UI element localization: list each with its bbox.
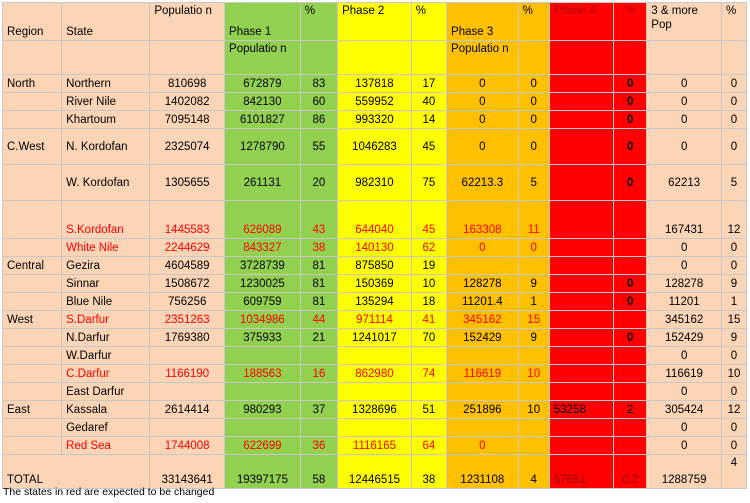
cell-p1p: 38 <box>300 239 337 257</box>
cell-region: East <box>3 401 62 419</box>
cell-state: W. Kordofan <box>62 165 150 201</box>
cell-p5: 0 <box>647 383 722 401</box>
cell-p4: 0 <box>549 75 613 93</box>
table-row <box>3 419 747 437</box>
table-row <box>3 383 747 401</box>
cell-p3: 152429 <box>447 329 519 347</box>
header-population: Populatio n <box>150 3 225 41</box>
cell-p5: 62213 <box>647 165 722 201</box>
cell-p5: 0 <box>647 347 722 365</box>
cell-p5: 128278 <box>647 275 722 293</box>
cell-p3: 128278 <box>447 275 519 293</box>
cell-p2: 150369 <box>338 275 412 293</box>
cell-p3p: 15 <box>518 311 549 329</box>
header-pct2: % <box>411 3 446 41</box>
cell-p1: 1230025 <box>225 275 301 293</box>
cell-p1p: 81 <box>300 275 337 293</box>
cell-p4: 0 <box>549 329 613 347</box>
cell-p1p: 36 <box>300 437 337 455</box>
total-row <box>3 455 747 489</box>
cell-pop <box>150 383 225 401</box>
cell-p4p <box>614 419 647 437</box>
table-row <box>3 129 747 165</box>
table-row <box>3 329 747 347</box>
cell-state: S.Kordofan <box>62 201 150 239</box>
cell-state: Blue Nile <box>62 293 150 311</box>
cell-p1 <box>225 347 301 365</box>
cell-p5p: 0 <box>722 75 747 93</box>
footnote: The states in red are expected to be changed <box>3 486 215 498</box>
cell-p1: 980293 <box>225 401 301 419</box>
cell-p2p <box>411 383 446 401</box>
header-pct1: % <box>300 3 337 41</box>
cell-p3p: 1 <box>518 293 549 311</box>
cell-state: N. Kordofan <box>62 129 150 165</box>
cell-p2: 644040 <box>338 201 412 239</box>
cell-p4: 0 <box>549 293 613 311</box>
cell-p5p: 0 <box>722 129 747 165</box>
cell-state: N.Darfur <box>62 329 150 347</box>
cell-p4: 0 <box>549 111 613 129</box>
cell-p1: 609759 <box>225 293 301 311</box>
total-p3: 1231108 <box>447 455 519 489</box>
header-phase3: Phase 3 <box>447 3 519 41</box>
cell-p3p: 5 <box>518 165 549 201</box>
cell-p5p: 0 <box>722 93 747 111</box>
cell-p4p: 2 <box>614 401 647 419</box>
cell-p2 <box>338 347 412 365</box>
cell-p4p: 0 <box>614 75 647 93</box>
cell-p5: 0 <box>647 129 722 165</box>
cell-pop: 2351263 <box>150 311 225 329</box>
cell-p1: 843327 <box>225 239 301 257</box>
cell-p2p: 51 <box>411 401 446 419</box>
cell-p3p: 10 <box>518 365 549 383</box>
cell-p4p <box>614 257 647 275</box>
cell-region <box>3 419 62 437</box>
cell-p1p: 83 <box>300 75 337 93</box>
cell-p1p <box>300 347 337 365</box>
cell-p1: 672879 <box>225 75 301 93</box>
cell-state: White Nile <box>62 239 150 257</box>
cell-p1: 626089 <box>225 201 301 239</box>
table-row <box>3 275 747 293</box>
cell-p1: 3728739 <box>225 257 301 275</box>
table-row <box>3 365 747 383</box>
cell-p2p: 40 <box>411 93 446 111</box>
cell-p3p: 0 <box>518 93 549 111</box>
cell-region <box>3 329 62 347</box>
cell-p3p <box>518 437 549 455</box>
header-state: State <box>62 3 150 41</box>
cell-p4p <box>614 383 647 401</box>
header-region: Region <box>3 3 62 41</box>
cell-p2p: 17 <box>411 75 446 93</box>
header-pct5: % <box>722 3 747 41</box>
cell-p4p <box>614 347 647 365</box>
cell-region: West <box>3 311 62 329</box>
food-security-phase-table <box>2 2 747 489</box>
table-row <box>3 311 747 329</box>
cell-pop <box>150 347 225 365</box>
cell-region <box>3 165 62 201</box>
cell-p5: 0 <box>647 93 722 111</box>
total-p2: 12446515 <box>338 455 412 489</box>
cell-p3: 163308 <box>447 201 519 239</box>
cell-p1p: 60 <box>300 93 337 111</box>
cell-p1: 622699 <box>225 437 301 455</box>
cell-state: Kassala <box>62 401 150 419</box>
cell-p1: 6101827 <box>225 111 301 129</box>
cell-p2: 1241017 <box>338 329 412 347</box>
cell-p3: 11201.4 <box>447 293 519 311</box>
cell-region <box>3 293 62 311</box>
cell-p4p: 0 <box>614 275 647 293</box>
subheader-row <box>3 41 747 75</box>
cell-p3 <box>447 257 519 275</box>
cell-p5p: 0 <box>722 383 747 401</box>
cell-pop: 1769380 <box>150 329 225 347</box>
cell-p4p <box>614 437 647 455</box>
cell-p4 <box>549 383 613 401</box>
cell-p3p: 0 <box>518 129 549 165</box>
cell-p5p: 0 <box>722 437 747 455</box>
cell-p1: 375933 <box>225 329 301 347</box>
header-pct4: % <box>614 3 647 41</box>
cell-p4: 0 <box>549 165 613 201</box>
cell-pop: 1508672 <box>150 275 225 293</box>
cell-p5p: 9 <box>722 275 747 293</box>
total-pop: 33143641 <box>150 455 225 489</box>
cell-p4 <box>549 201 613 239</box>
cell-state: C.Darfur <box>62 365 150 383</box>
cell-state: East Darfur <box>62 383 150 401</box>
cell-p5p: 12 <box>722 201 747 239</box>
header-phase2: Phase 2 <box>338 3 412 41</box>
cell-p4p: 0 <box>614 329 647 347</box>
total-label: TOTAL <box>3 455 150 489</box>
total-p4: 57651 <box>549 455 613 489</box>
cell-p2p: 19 <box>411 257 446 275</box>
cell-p3: 251896 <box>447 401 519 419</box>
cell-p2p: 45 <box>411 129 446 165</box>
cell-pop: 1166190 <box>150 365 225 383</box>
cell-region <box>3 365 62 383</box>
cell-region <box>3 201 62 239</box>
cell-p1p: 43 <box>300 201 337 239</box>
table-row <box>3 111 747 129</box>
cell-p2p: 10 <box>411 275 446 293</box>
cell-p5: 0 <box>647 419 722 437</box>
cell-p5p: 15 <box>722 311 747 329</box>
cell-p5p: 1 <box>722 293 747 311</box>
header-pct3: % <box>518 3 549 41</box>
cell-p5p: 0 <box>722 111 747 129</box>
cell-region <box>3 383 62 401</box>
cell-p4 <box>549 347 613 365</box>
cell-p2: 559952 <box>338 93 412 111</box>
cell-p2p: 14 <box>411 111 446 129</box>
cell-p3 <box>447 419 519 437</box>
table-row <box>3 257 747 275</box>
cell-region: North <box>3 75 62 93</box>
cell-p1p: 81 <box>300 293 337 311</box>
cell-p2: 971114 <box>338 311 412 329</box>
cell-p1: 1278790 <box>225 129 301 165</box>
cell-p4p: 0 <box>614 111 647 129</box>
cell-p4p: 0 <box>614 293 647 311</box>
table-row <box>3 93 747 111</box>
cell-p2: 135294 <box>338 293 412 311</box>
cell-p5: 345162 <box>647 311 722 329</box>
cell-p1p: 20 <box>300 165 337 201</box>
table-row <box>3 347 747 365</box>
cell-p4p <box>614 201 647 239</box>
cell-p3: 0 <box>447 437 519 455</box>
cell-p3p <box>518 347 549 365</box>
cell-p3: 116619 <box>447 365 519 383</box>
cell-p1p: 55 <box>300 129 337 165</box>
cell-p3p: 0 <box>518 239 549 257</box>
cell-p4p: 0 <box>614 165 647 201</box>
cell-p2: 875850 <box>338 257 412 275</box>
cell-p5: 0 <box>647 75 722 93</box>
table-row <box>3 75 747 93</box>
cell-p2p: 45 <box>411 201 446 239</box>
cell-p3p: 10 <box>518 401 549 419</box>
cell-p4p <box>614 365 647 383</box>
table-row <box>3 165 747 201</box>
header-phase5: 3 & more Pop <box>647 3 722 41</box>
cell-p4: 0 <box>549 129 613 165</box>
cell-state: River Nile <box>62 93 150 111</box>
cell-p2: 1046283 <box>338 129 412 165</box>
total-p3p: 4 <box>518 455 549 489</box>
total-p1p: 58 <box>300 455 337 489</box>
cell-p1 <box>225 419 301 437</box>
cell-p3: 345162 <box>447 311 519 329</box>
cell-p2p <box>411 419 446 437</box>
cell-p3p: 0 <box>518 111 549 129</box>
cell-p3p: 11 <box>518 201 549 239</box>
cell-p5p: 0 <box>722 239 747 257</box>
cell-p5: 0 <box>647 257 722 275</box>
cell-p3p <box>518 257 549 275</box>
cell-p4 <box>549 419 613 437</box>
cell-p4p: 0 <box>614 93 647 111</box>
cell-p1p: 21 <box>300 329 337 347</box>
cell-state: Red Sea <box>62 437 150 455</box>
cell-p3p <box>518 383 549 401</box>
total-p1: 19397175 <box>225 455 301 489</box>
cell-p5: 152429 <box>647 329 722 347</box>
subheader-phase3: Populatio n <box>447 41 519 75</box>
cell-p3p: 0 <box>518 75 549 93</box>
cell-state: Khartoum <box>62 111 150 129</box>
cell-p1p: 16 <box>300 365 337 383</box>
cell-p5p: 0 <box>722 419 747 437</box>
cell-pop: 4604589 <box>150 257 225 275</box>
table-row <box>3 293 747 311</box>
cell-state: W.Darfur <box>62 347 150 365</box>
cell-p2p: 64 <box>411 437 446 455</box>
cell-p2p <box>411 347 446 365</box>
cell-region <box>3 347 62 365</box>
cell-pop: 756256 <box>150 293 225 311</box>
cell-p4p: 0 <box>614 239 647 257</box>
cell-p4 <box>549 257 613 275</box>
cell-p4 <box>549 437 613 455</box>
cell-p5: 0 <box>647 437 722 455</box>
cell-p2: 137818 <box>338 75 412 93</box>
cell-p1p <box>300 383 337 401</box>
cell-p3: 0 <box>447 93 519 111</box>
total-p2p: 38 <box>411 455 446 489</box>
cell-pop: 2614414 <box>150 401 225 419</box>
subheader-phase1: Populatio n <box>225 41 301 75</box>
cell-p2: 982310 <box>338 165 412 201</box>
cell-pop <box>150 419 225 437</box>
cell-p2p: 74 <box>411 365 446 383</box>
cell-p1: 188563 <box>225 365 301 383</box>
cell-p1: 842130 <box>225 93 301 111</box>
cell-region <box>3 239 62 257</box>
cell-p5: 116619 <box>647 365 722 383</box>
cell-region: C.West <box>3 129 62 165</box>
cell-p3 <box>447 383 519 401</box>
cell-p5p: 0 <box>722 257 747 275</box>
cell-p4: 53258 <box>549 401 613 419</box>
total-p5p: 4 <box>722 455 747 489</box>
header-row <box>3 3 747 41</box>
total-p4p: 0.2 <box>614 455 647 489</box>
cell-pop: 1305655 <box>150 165 225 201</box>
cell-pop: 2325074 <box>150 129 225 165</box>
cell-region <box>3 111 62 129</box>
cell-p2p: 41 <box>411 311 446 329</box>
cell-p3p: 9 <box>518 275 549 293</box>
table-row <box>3 437 747 455</box>
cell-p2 <box>338 383 412 401</box>
cell-p5: 0 <box>647 239 722 257</box>
cell-pop: 1445583 <box>150 201 225 239</box>
cell-p4p: 0 <box>614 129 647 165</box>
cell-p3p <box>518 419 549 437</box>
cell-p1p <box>300 419 337 437</box>
cell-p2p: 18 <box>411 293 446 311</box>
cell-p5p: 5 <box>722 165 747 201</box>
table-row <box>3 401 747 419</box>
cell-region <box>3 93 62 111</box>
cell-state: Gedaref <box>62 419 150 437</box>
cell-p1p: 44 <box>300 311 337 329</box>
cell-pop: 2244629 <box>150 239 225 257</box>
total-p5: 1288759 <box>647 455 722 489</box>
cell-p5: 305424 <box>647 401 722 419</box>
header-phase1: Phase 1 <box>225 3 301 41</box>
cell-state: Gezira <box>62 257 150 275</box>
cell-p2: 1116165 <box>338 437 412 455</box>
cell-p1p: 81 <box>300 257 337 275</box>
cell-p1: 1034986 <box>225 311 301 329</box>
cell-region <box>3 275 62 293</box>
cell-p1p: 37 <box>300 401 337 419</box>
cell-p2 <box>338 419 412 437</box>
cell-p5p: 12 <box>722 401 747 419</box>
cell-state: Northern <box>62 75 150 93</box>
cell-pop: 7095148 <box>150 111 225 129</box>
cell-p4 <box>549 311 613 329</box>
cell-p5: 0 <box>647 111 722 129</box>
cell-p4p <box>614 311 647 329</box>
cell-p2: 862980 <box>338 365 412 383</box>
cell-p3: 0 <box>447 129 519 165</box>
table-row <box>3 239 747 257</box>
cell-p2p: 75 <box>411 165 446 201</box>
cell-p5: 167431 <box>647 201 722 239</box>
cell-p1 <box>225 383 301 401</box>
cell-p3: 0 <box>447 239 519 257</box>
cell-p4 <box>549 365 613 383</box>
cell-state: Sinnar <box>62 275 150 293</box>
table-row <box>3 201 747 239</box>
cell-pop: 1402082 <box>150 93 225 111</box>
cell-p3: 62213.3 <box>447 165 519 201</box>
cell-p3: 0 <box>447 75 519 93</box>
cell-p2: 1328696 <box>338 401 412 419</box>
cell-p5p: 9 <box>722 329 747 347</box>
cell-p4: 0 <box>549 239 613 257</box>
cell-p3: 0 <box>447 111 519 129</box>
cell-p5p: 0 <box>722 347 747 365</box>
cell-p2: 993320 <box>338 111 412 129</box>
cell-p1p: 86 <box>300 111 337 129</box>
cell-p2p: 70 <box>411 329 446 347</box>
cell-p3p: 9 <box>518 329 549 347</box>
cell-p4: 0 <box>549 275 613 293</box>
cell-pop: 1744008 <box>150 437 225 455</box>
cell-p4: 0 <box>549 93 613 111</box>
cell-p5: 11201 <box>647 293 722 311</box>
cell-p5p: 10 <box>722 365 747 383</box>
cell-p1: 261131 <box>225 165 301 201</box>
cell-state: S.Darfur <box>62 311 150 329</box>
cell-p2: 140130 <box>338 239 412 257</box>
header-phase4: Phase 4 <box>549 3 613 41</box>
cell-p2p: 62 <box>411 239 446 257</box>
cell-pop: 810698 <box>150 75 225 93</box>
cell-p3 <box>447 347 519 365</box>
cell-region: Central <box>3 257 62 275</box>
cell-region <box>3 437 62 455</box>
